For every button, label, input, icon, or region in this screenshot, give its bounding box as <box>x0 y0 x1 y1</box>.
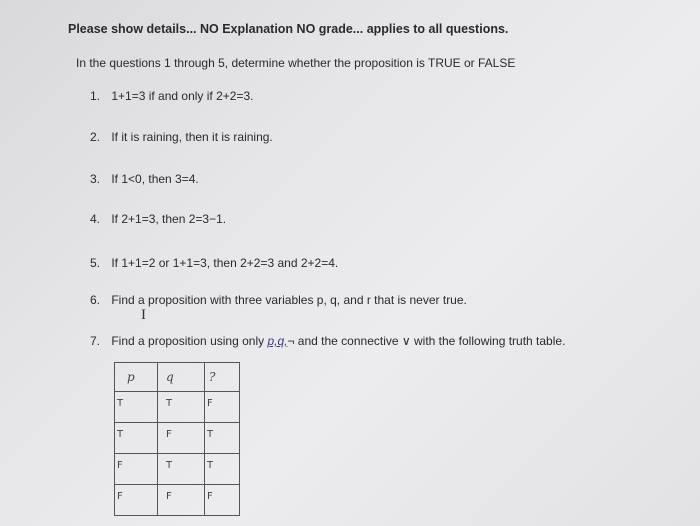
table-row <box>115 392 240 423</box>
instructions: In the questions 1 through 5, determine whether the proposition is TRUE or FALSE <box>76 56 516 70</box>
question-text: 1+1=3 if and only if 2+2=3. <box>111 89 254 103</box>
table-cell <box>205 454 240 485</box>
table-row <box>115 454 240 485</box>
cell-value: T <box>117 398 124 409</box>
table-cell <box>115 485 158 516</box>
text-cursor-icon: I <box>141 307 146 323</box>
question-7 <box>90 334 565 348</box>
column-header-p: p <box>115 363 158 392</box>
question-text: If 1+1=2 or 1+1=3, then 2+2=3 and 2+2=4. <box>111 256 339 270</box>
table-cell <box>115 392 158 423</box>
question-variables: p,q, <box>267 334 288 348</box>
table-cell <box>158 423 205 454</box>
question-number: 6. <box>90 293 101 307</box>
table-cell <box>158 485 205 516</box>
cell-value: T <box>166 398 173 409</box>
table-cell <box>205 423 240 454</box>
truth-table-header-row <box>115 363 240 392</box>
question-text: Find a proposition using only <box>111 334 268 348</box>
question-number: 5. <box>90 256 101 270</box>
question-number: 2. <box>90 130 101 144</box>
table-cell <box>115 423 158 454</box>
column-header-result: ? <box>205 363 240 392</box>
cell-value: T <box>207 429 214 440</box>
question-1 <box>90 89 253 103</box>
column-header-q: q <box>158 363 205 392</box>
page-header: Please show details... NO Explanation NO grade... applies to all questions. <box>68 22 509 36</box>
cell-value: F <box>207 491 213 502</box>
question-number: 7. <box>90 334 101 348</box>
table-cell <box>205 485 240 516</box>
question-2 <box>90 130 273 144</box>
cell-value: F <box>166 429 172 440</box>
question-text: If it is raining, then it is raining. <box>111 130 273 144</box>
question-number: 1. <box>90 89 101 103</box>
cell-value: F <box>166 491 172 502</box>
question-number: 3. <box>90 172 101 186</box>
table-cell <box>158 454 205 485</box>
cell-value: F <box>117 460 123 471</box>
question-4 <box>90 212 226 226</box>
question-text: If 1<0, then 3=4. <box>111 172 199 186</box>
table-cell <box>158 392 205 423</box>
question-text: Find a proposition with three variables p, q, and r that is never true. <box>111 293 467 307</box>
question-number: 4. <box>90 212 101 226</box>
question-5 <box>90 256 338 270</box>
question-3 <box>90 172 199 186</box>
cell-value: T <box>207 460 214 471</box>
question-text: ¬ and the connective ∨ with the following truth table. <box>287 334 566 348</box>
table-row <box>115 423 240 454</box>
question-text: If 2+1=3, then 2=3−1. <box>111 212 227 226</box>
cell-value: F <box>117 491 123 502</box>
cell-value: F <box>207 398 213 409</box>
table-cell <box>115 454 158 485</box>
question-6 <box>90 293 467 307</box>
table-row <box>115 485 240 516</box>
table-cell <box>205 392 240 423</box>
cell-value: T <box>117 429 124 440</box>
cell-value: T <box>166 460 173 471</box>
truth-table <box>114 362 240 516</box>
